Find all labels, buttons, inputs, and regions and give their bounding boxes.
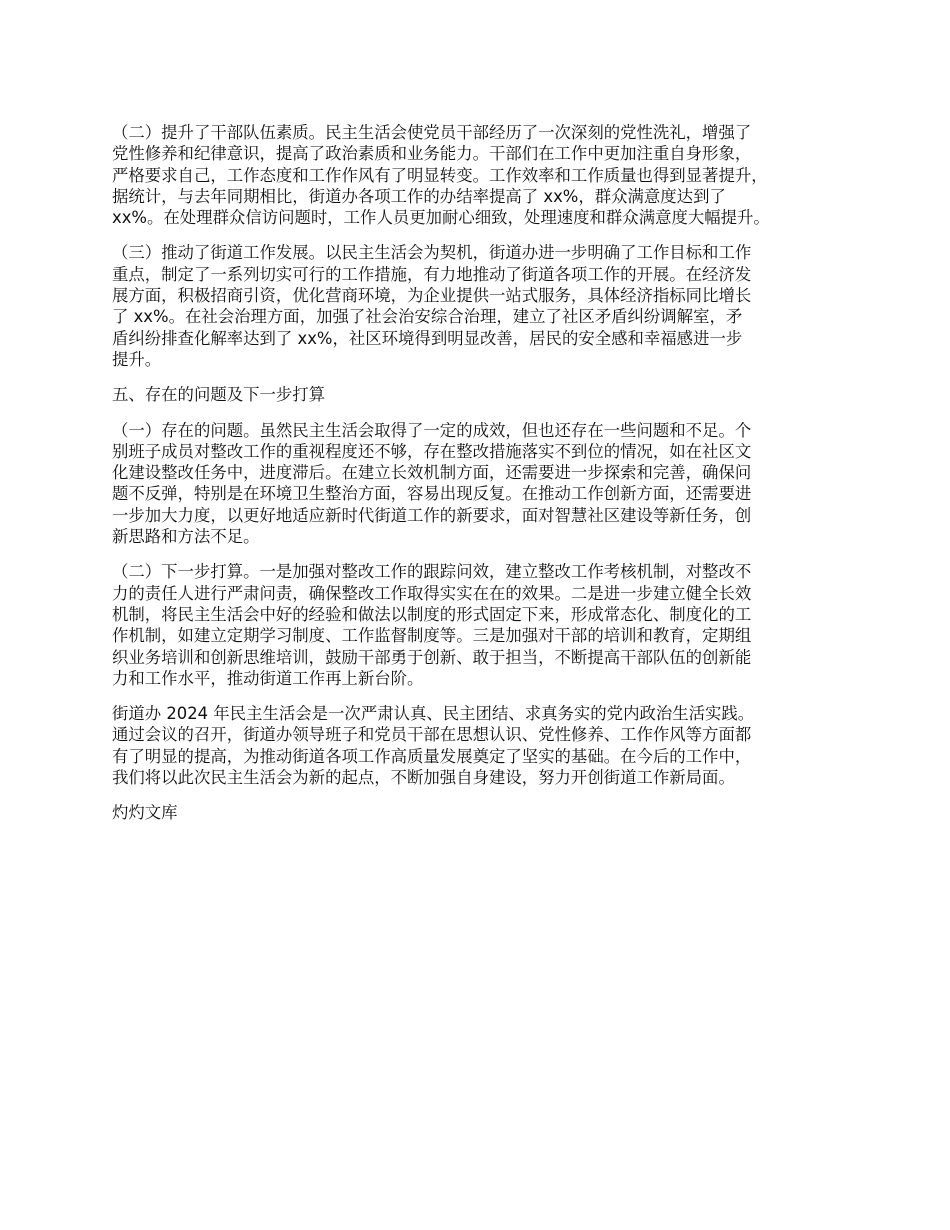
text-line: 新思路和方法不足。 [112,527,260,547]
text-line: 通过会议的召开，街道办领导班子和党员干部在思想认识、党性修养、工作作风等方面都 [112,725,752,745]
text-line: （二）提升了干部队伍素质。民主生活会使党员干部经历了一次深刻的党性洗礼，增强了 [112,123,752,142]
text-line: 有了明显的提高，为推动街道各项工作高质量发展奠定了坚实的基础。在今后的工作中， [112,746,752,766]
text-line: 我们将以此次民主生活会为新的起点，不断加强自身建设，努力开创街道工作新局面。 [112,768,735,788]
document-page [112,122,857,838]
text-line: 化建设整改任务中，进度滞后。在建立长效机制方面，还需要进一步探索和完善，确保问 [112,463,752,483]
text-line: xx%。在处理群众信访问题时，工作人员更加耐心细致，处理速度和群众满意度大幅提升。 [112,208,770,228]
text-line: 织业务培训和创新思维培训，鼓励干部勇于创新、敢于担当，不断提高干部队伍的创新能 [112,647,752,667]
source-attribution [112,802,857,823]
text-line: 题不反弹，特别是在环境卫生整治方面，容易出现反复。在推动工作创新方面，还需要进 [112,484,752,504]
text-line: （三）推动了街道工作发展。以民主生活会为契机，街道办进一步明确了工作目标和工作 [112,243,752,263]
text-line: 一步加大力度，以更好地适应新时代街道工作的新要求，面对智慧社区建设等新任务，创 [112,505,752,525]
paragraph-next-steps [112,561,857,689]
section-heading-problems-and-plans [112,384,857,405]
text-line: 作机制，如建立定期学习制度、工作监督制度等。三是加强对干部的培训和教育，定期组 [112,626,752,646]
text-line: 街道办 2024 年民主生活会是一次严肃认真、民主团结、求真务实的党内政治生活实践。 [112,704,755,724]
paragraph-cadre-quality [112,122,857,228]
section-heading-text: 五、存在的问题及下一步打算 [112,385,326,405]
text-line: （二）下一步打算。一是加强对整改工作的跟踪问效，建立整改工作考核机制，对整改不 [112,562,752,582]
paragraph-street-development [112,242,857,370]
text-line: 了 xx%。在社会治理方面，加强了社会治安综合治理，建立了社区矛盾纠纷调解室，矛 [112,307,743,327]
paragraph-conclusion [112,703,857,788]
paragraph-existing-problems [112,420,857,548]
text-line: 机制，将民主生活会中好的经验和做法以制度的形式固定下来，形成常态化、制度化的工 [112,604,752,624]
text-line: 提升。 [112,349,162,369]
text-line: 严格要求自己，工作态度和工作作风有了明显转变。工作效率和工作质量也得到显著提升， [112,165,768,185]
text-line: 党性修养和纪律意识，提高了政治素质和业务能力。干部们在工作中更加注重自身形象， [112,144,752,164]
text-line: （一）存在的问题。虽然民主生活会取得了一定的成效，但也还存在一些问题和不足。个 [112,420,752,440]
text-line: 力的责任人进行严肃问责，确保整改工作取得实实在在的效果。二是进一步建立健全长效 [112,583,752,603]
source-label: 灼灼文库 [112,803,178,823]
text-line: 盾纠纷排查化解率达到了 xx%，社区环境得到明显改善，居民的安全感和幸福感进一步 [112,328,743,348]
text-line: 重点，制定了一系列切实可行的工作措施，有力地推动了街道各项工作的开展。在经济发 [112,264,752,284]
text-line: 别班子成员对整改工作的重视程度还不够，存在整改措施落实不到位的情况，如在社区文 [112,441,752,461]
text-line: 展方面，积极招商引资，优化营商环境，为企业提供一站式服务，具体经济指标同比增长 [112,286,752,306]
text-line: 力和工作水平，推动街道工作再上新台阶。 [112,668,424,688]
text-line: 据统计，与去年同期相比，街道办各项工作的办结率提高了 xx%，群众满意度达到了 [112,186,726,206]
